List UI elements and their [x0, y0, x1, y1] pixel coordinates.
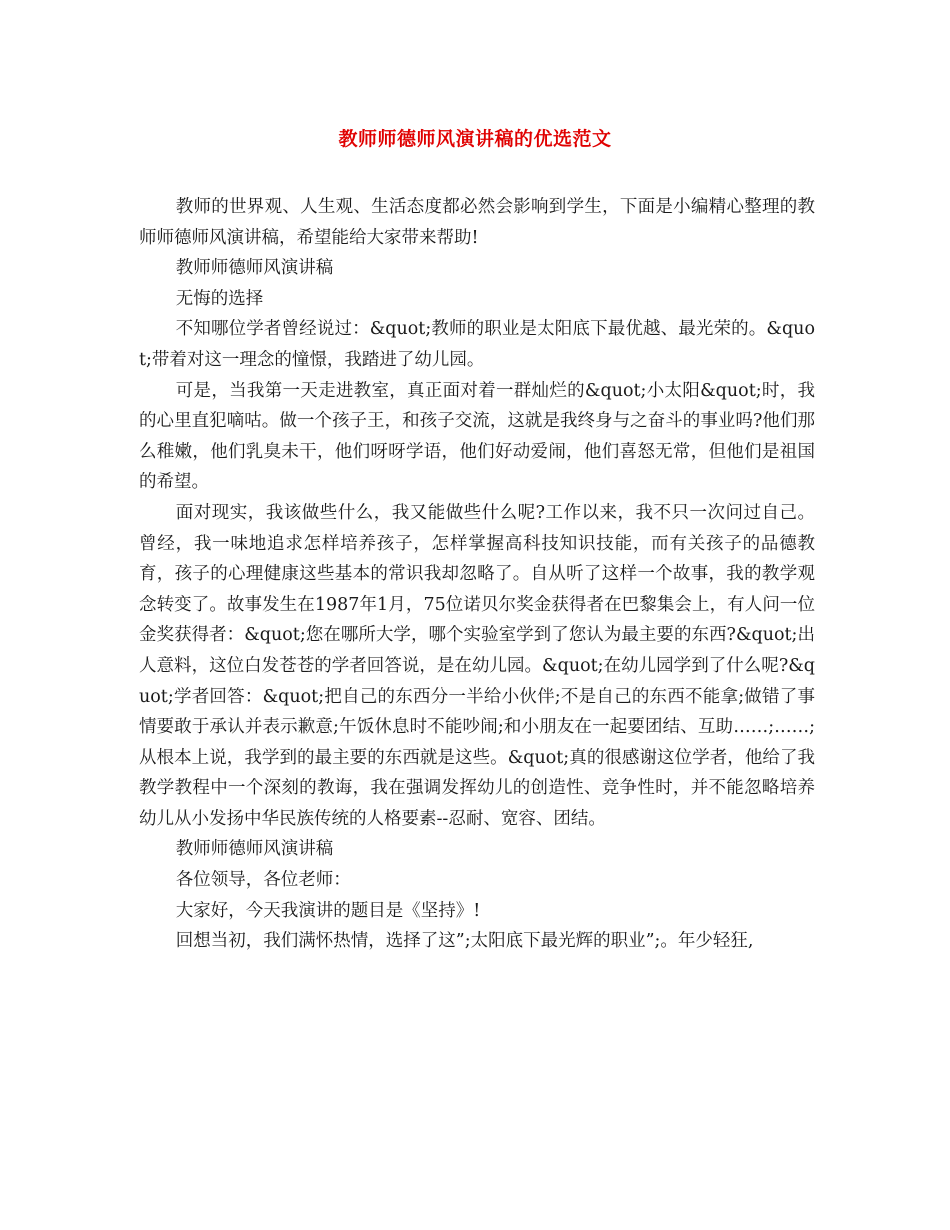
body-paragraph: 可是，当我第一天走进教室，真正面对着一群灿烂的&quot;小太阳&quot;时，我的心里直犯嘀咕。做一个孩子王，和孩子交流，这就是我终身与之奋斗的事业吗?他们那么稚嫩，他们乳臭未干，他们呀呀学语，他们好动爱闹，他们喜怒无常，但他们是祖国的希望。 — [139, 380, 815, 493]
document-body — [139, 192, 815, 957]
section-heading: 教师师德师风演讲稿 — [175, 258, 334, 279]
body-paragraph: 不知哪位学者曾经说过：&quot;教师的职业是太阳底下最优越、最光荣的。&quot;带着对这一理念的憧憬，我踏进了幼儿园。 — [139, 319, 815, 370]
intro-paragraph: 教师的世界观、人生观、生活态度都必然会影响到学生，下面是小编精心整理的教师师德师风演讲稿，希望能给大家带来帮助! — [139, 197, 815, 248]
document-title: 教师师德师风演讲稿的优选范文 — [338, 128, 612, 150]
body-paragraph: 面对现实，我该做些什么，我又能做些什么呢?工作以来，我不只一次问过自己。曾经，我一味地追求怎样培养孩子，怎样掌握高科技知识技能，而有关孩子的品德教育，孩子的心理健康这些基本的常识我却忽略了。自从听了这样一个故事，我的教学观念转变了。故事发生在1987年1月，75位诺贝尔奖金获得者在巴黎集会上，有人问一位金奖获得者：&quot;您在哪所大学，哪个实验室学到了您认为最主要的东西?&quot;出人意料，这位白发苍苍的学者回答说，是在幼儿园。&quot;在幼儿园学到了什么呢?&quot;学者回答：&quot;把自己的东西分一半给小伙伴;不是自己的东西不能拿;做错了事情要敢于承认并表示歉意;午饭休息时不能吵闹;和小朋友在一起要团结、互助……;……;从根本上说，我学到的最主要的东西就是这些。&quot;真的很感谢这位学者，他给了我教学教程中一个深刻的教诲，我在强调发挥幼儿的创造性、竞争性时，并不能忽略培养幼儿从小发扬中华民族传统的人格要素--忍耐、宽容、团结。 — [139, 502, 815, 829]
body-paragraph: 回想当初，我们满怀热情，选择了这”;太阳底下最光辉的职业”;。年少轻狂, — [175, 931, 754, 952]
speech-topic: 大家好，今天我演讲的题目是《坚持》! — [175, 900, 481, 921]
speech-title: 无悔的选择 — [175, 288, 264, 309]
section-heading: 教师师德师风演讲稿 — [175, 839, 334, 860]
greeting: 各位领导，各位老师： — [175, 870, 351, 891]
